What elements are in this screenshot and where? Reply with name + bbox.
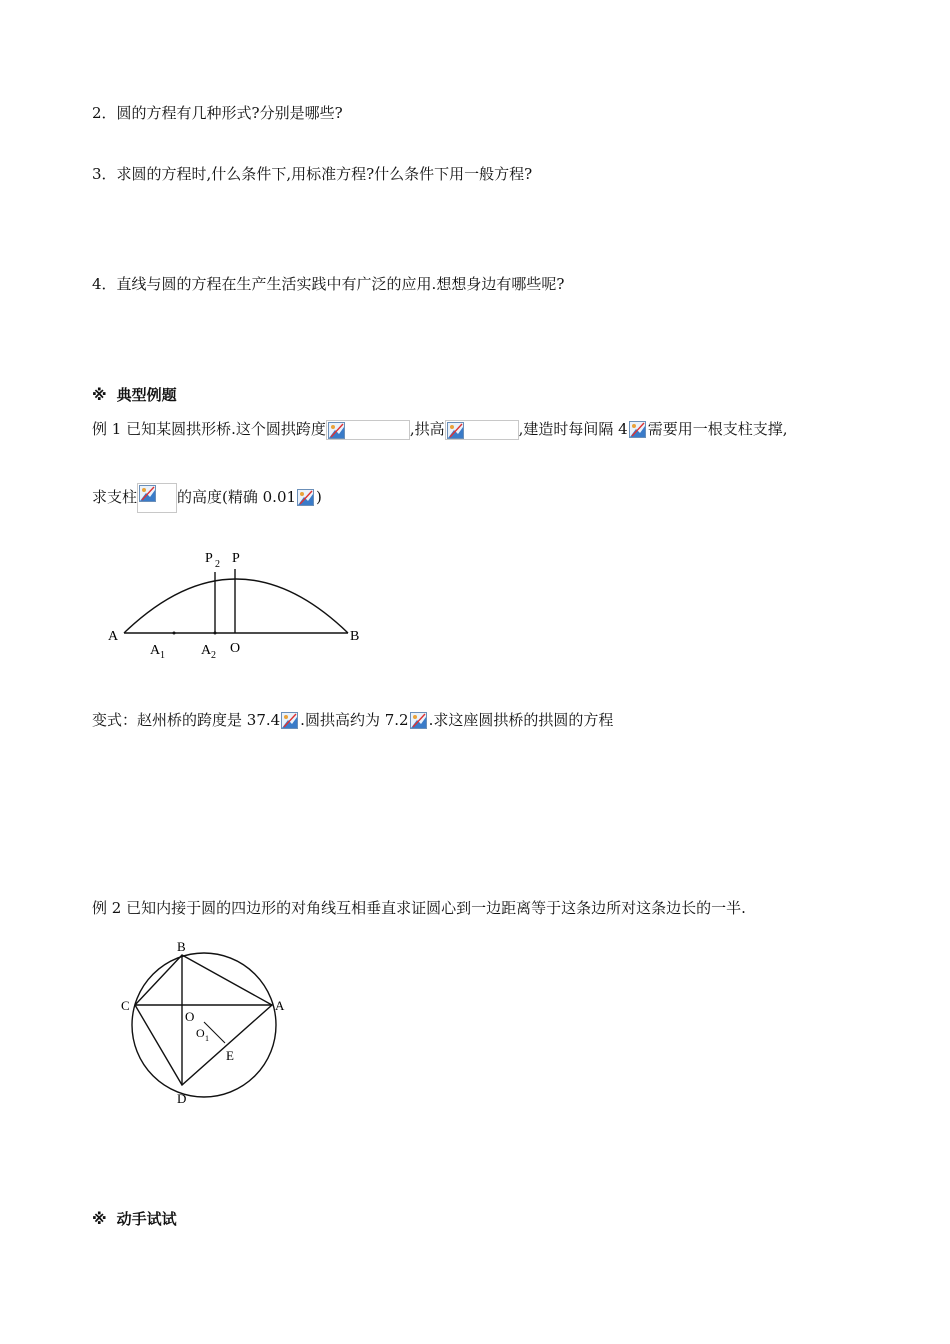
label-o: O — [230, 641, 241, 656]
label-c: C — [121, 998, 130, 1013]
formula-image — [280, 711, 300, 731]
reference-mark: ※ — [92, 1210, 107, 1228]
section-heading-examples — [92, 385, 177, 405]
variant-text: .圆拱高约为 7.2 — [300, 711, 409, 729]
label-a1-sub: 1 — [160, 650, 165, 661]
example-1-text: ,拱高 — [409, 420, 445, 438]
point-a2 — [214, 632, 217, 635]
example-1-text: 例 1 已知某圆拱形桥.这个圆拱跨度 — [92, 420, 326, 438]
label-p2-sub: 2 — [215, 559, 220, 570]
arch-curve — [124, 579, 348, 633]
label-b: B — [177, 939, 186, 954]
example-1-text: ,建造时每间隔 4 — [518, 420, 628, 438]
broken-image-icon — [629, 421, 646, 438]
example-1-text: 求支柱 — [92, 488, 138, 506]
label-a: A — [275, 998, 285, 1013]
section-heading-practice — [92, 1209, 177, 1229]
broken-image-icon — [328, 422, 345, 439]
quadrilateral — [135, 955, 272, 1085]
formula-image — [409, 711, 429, 731]
example-1-text: 的高度(精确 0.01 — [177, 488, 297, 506]
label-p: P — [232, 551, 240, 566]
broken-image-icon — [139, 485, 156, 502]
broken-image-icon — [297, 489, 314, 506]
label-a: A — [108, 629, 119, 644]
formula-image — [326, 420, 410, 440]
formula-image — [445, 420, 519, 440]
reference-mark: ※ — [92, 386, 107, 404]
question-3: 3．求圆的方程时,什么条件下,用标准方程?什么条件下用一般方程? — [92, 165, 533, 183]
example-1-line-1 — [92, 419, 788, 440]
formula-image — [628, 420, 648, 440]
point-a1 — [173, 632, 176, 635]
label-d: D — [177, 1091, 187, 1106]
inscribed-quadrilateral-figure — [112, 935, 312, 1115]
variant-line — [92, 710, 613, 731]
example-1-text: ) — [316, 488, 322, 506]
example-1-text: 需要用一根支柱支撑, — [647, 420, 788, 438]
formula-image — [296, 488, 316, 508]
arch-bridge-figure — [104, 540, 368, 675]
question-2: 2．圆的方程有几种形式?分别是哪些? — [92, 104, 343, 122]
variant-text: .求这座圆拱桥的拱圆的方程 — [428, 711, 614, 729]
question-4: 4．直线与圆的方程在生产生活实践中有广泛的应用.想想身边有哪些呢? — [92, 275, 565, 293]
label-e: E — [226, 1048, 234, 1063]
broken-image-icon — [410, 712, 427, 729]
label-a2-sub: 2 — [211, 650, 216, 661]
section-title: 动手试试 — [116, 1210, 177, 1228]
broken-image-icon — [281, 712, 298, 729]
label-o: O — [185, 1009, 195, 1024]
circle-outline — [132, 953, 276, 1097]
label-b: B — [350, 629, 360, 644]
label-o1-sub: 1 — [205, 1034, 209, 1043]
section-title: 典型例题 — [116, 386, 177, 404]
example-2-line: 例 2 已知内接于圆的四边形的对角线互相垂直求证圆心到一边距离等于这条边所对这条边长的一半. — [92, 899, 746, 917]
label-p2: P — [205, 551, 213, 566]
broken-image-icon — [447, 422, 464, 439]
variant-text: 变式：赵州桥的跨度是 37.4 — [92, 711, 281, 729]
formula-image — [137, 483, 177, 513]
example-1-line-2 — [92, 483, 322, 513]
label-a1: A — [150, 643, 161, 658]
label-o1: O — [196, 1026, 205, 1040]
label-a2: A — [201, 643, 212, 658]
